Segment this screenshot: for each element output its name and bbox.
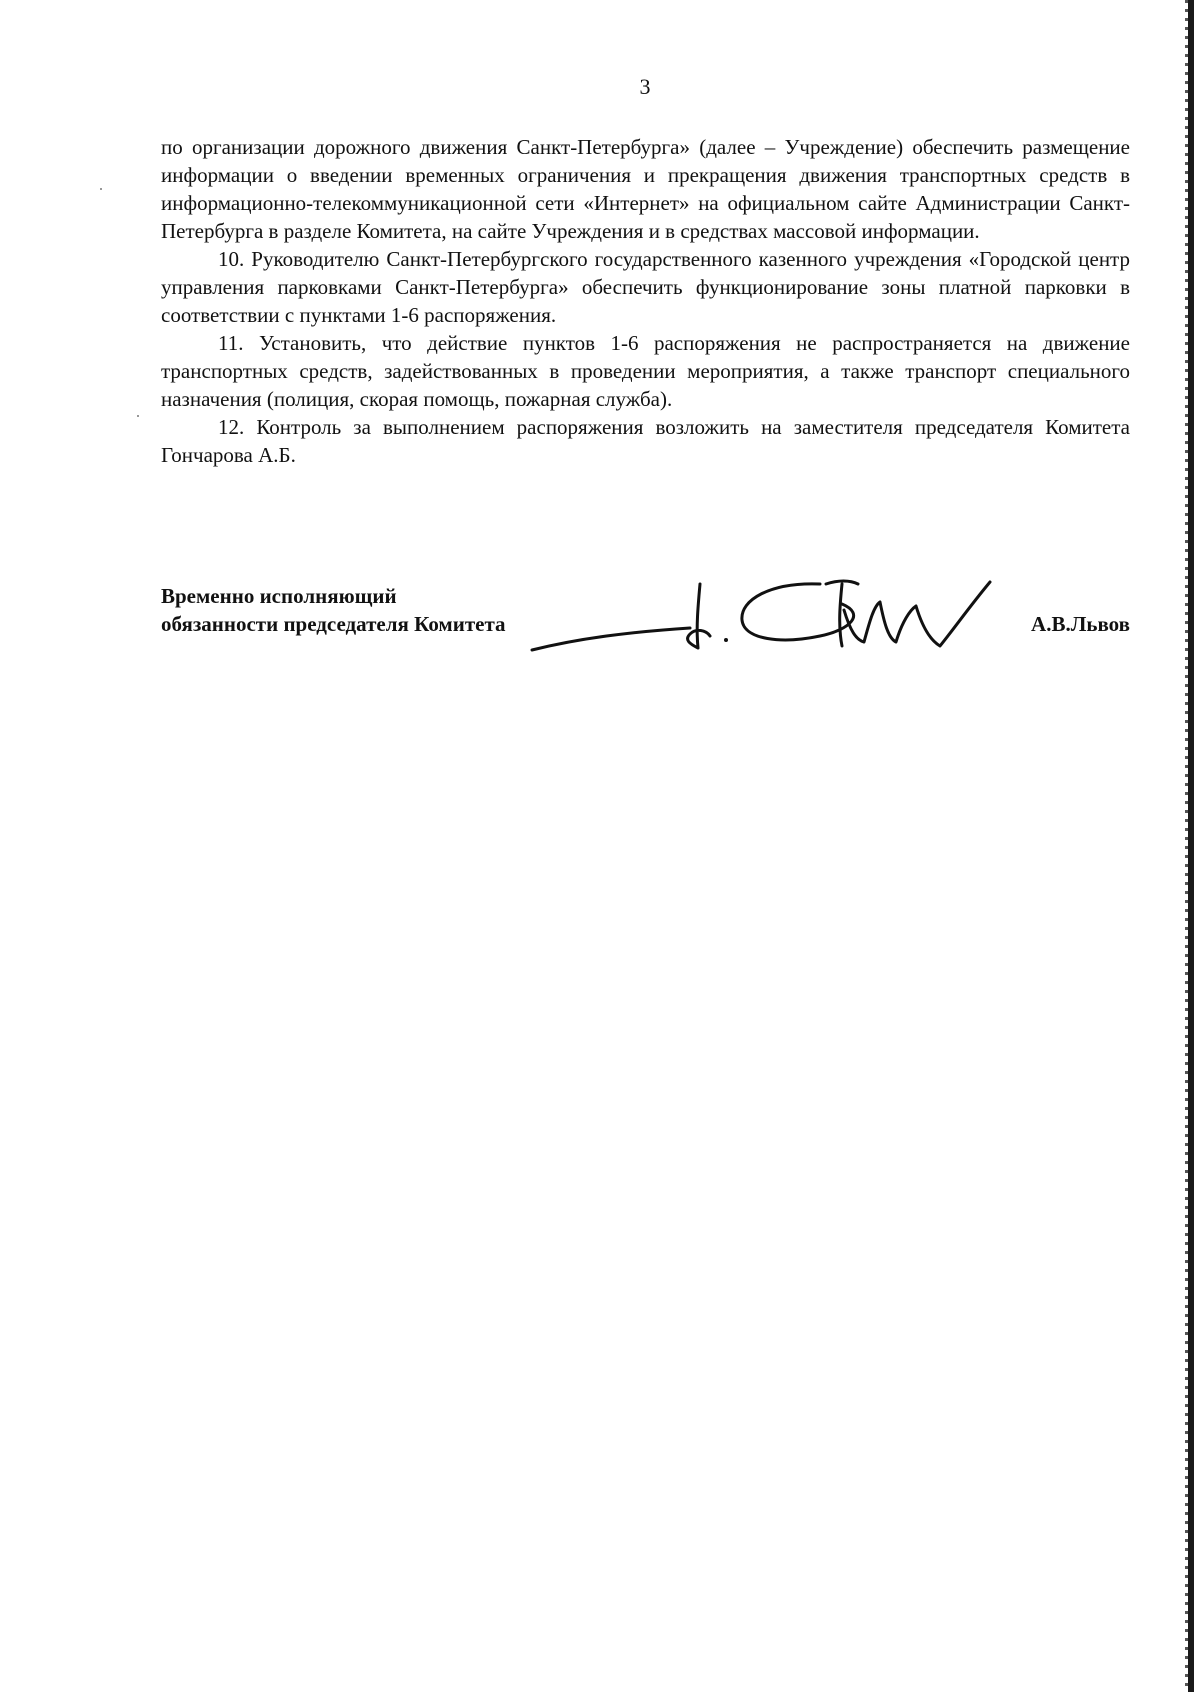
- paragraph-item-11: 11. Установить, что действие пунктов 1-6 распоряжения не распространяется на движение транспортных средств, задействованных в проведении мероприятия, а также транспорт специального назначения (полиция, скорая помощь, пожарная служба).: [161, 331, 1130, 411]
- paragraph-continuation: по организации дорожного движения Санкт-Петербурга» (далее – Учреждение) обеспечить размещение информации о введении временных ограничения и прекращения движения транспортных средств в информационно-телекоммуникационной сети «Интернет» на официальном сайте Администрации Санкт-Петербурга в разделе Комитета, на сайте Учреждения и в средствах массовой информации.: [161, 135, 1130, 243]
- signatory-name: А.В.Львов: [1031, 612, 1130, 636]
- signatory-position-line2: обязанности председателя Комитета: [161, 612, 506, 636]
- scan-speck: [100, 188, 102, 190]
- page-number: 3: [639, 74, 651, 99]
- document-body: [161, 133, 1130, 469]
- paragraph-item-10: 10. Руководителю Санкт-Петербургского государственного казенного учреждения «Городской центр управления парковками Санкт-Петербурга» обеспечить функционирование зоны платной парковки в соответствии с пунктами 1-6 распоряжения.: [161, 247, 1130, 327]
- scan-speck: [137, 415, 139, 417]
- paragraph-item-12: 12. Контроль за выполнением распоряжения возложить на заместителя председателя Комитета Гончарова А.Б.: [161, 415, 1130, 467]
- scan-edge-border: [1188, 0, 1194, 1692]
- signatory-position-line1: Временно исполняющий: [161, 584, 397, 608]
- handwritten-signature: [520, 570, 1020, 660]
- signatory-position: [161, 582, 506, 638]
